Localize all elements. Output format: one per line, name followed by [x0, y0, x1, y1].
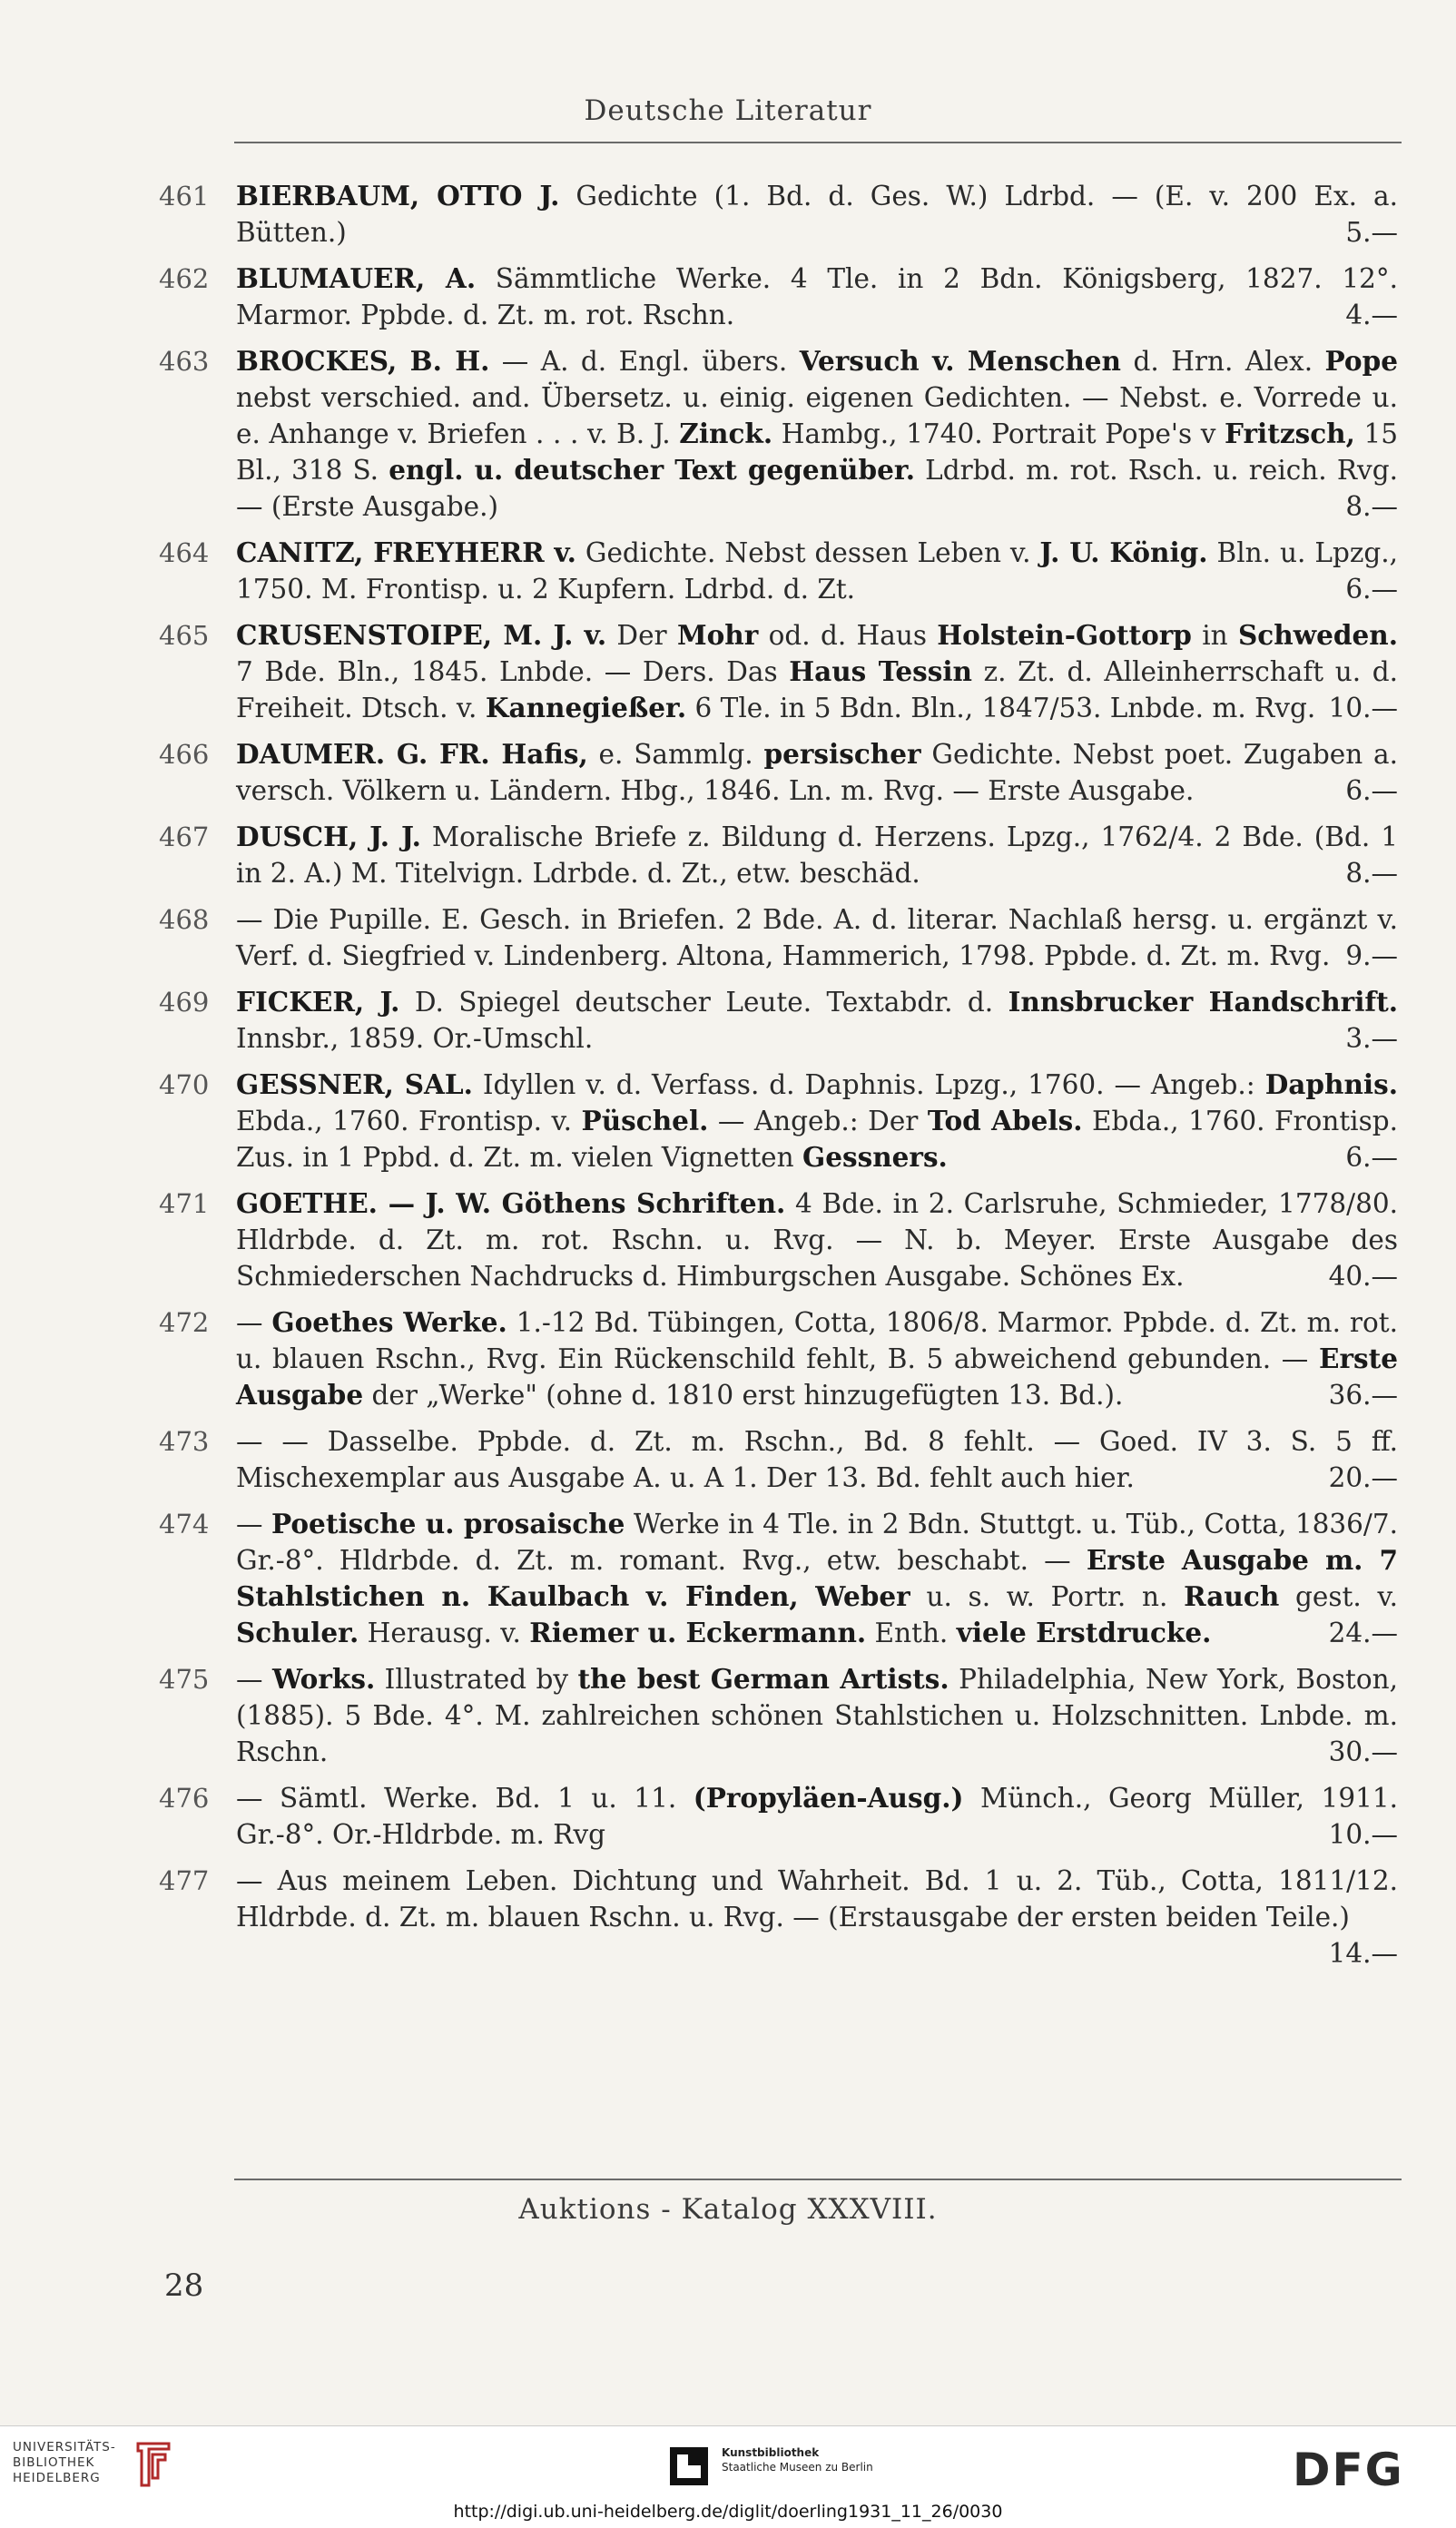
entry-bold-segment: FICKER, J. [236, 986, 400, 1018]
catalog-entry [159, 343, 1398, 525]
entry-number: 463 [159, 346, 210, 377]
university-seal-icon [133, 2438, 174, 2491]
catalog-entry [159, 1067, 1398, 1175]
entry-price: 10.— [1328, 1819, 1398, 1850]
kunstbibliothek-text[interactable] [722, 2445, 873, 2474]
entry-bold-segment: Erste Ausgabe [236, 1343, 1398, 1411]
page-footer: Auktions - Katalog XXXVIII. [518, 2193, 938, 2226]
entry-bold-segment: Rauch [1184, 1580, 1280, 1612]
entry-bold-segment: Mohr [676, 619, 759, 651]
catalog-entry [159, 901, 1398, 974]
entry-bold-segment: Works. [271, 1663, 376, 1695]
entry-bold-segment: Fritzsch, [1225, 418, 1355, 449]
catalog-entry [159, 984, 1398, 1057]
entry-number: 464 [159, 537, 210, 568]
entry-price: 24.— [1328, 1618, 1398, 1648]
entry-segment: Werke in 4 Tle. in 2 Bdn. Stuttgt. u. Tüb., Cotta, 1836/7. Gr.-8°. Hldrbde. d. Zt. m. romant. Rvg., etw. beschabt. — [236, 1509, 1399, 1576]
kb-line1: Kunstbibliothek [722, 2446, 820, 2459]
entry-number: 476 [159, 1783, 210, 1814]
entry-bold-segment: Zinck. [679, 418, 773, 449]
entry-segment: e. Sammlg. [587, 739, 764, 770]
entry-price: 8.— [1345, 491, 1398, 522]
entry-bold-segment: DUSCH, J. J. [236, 821, 421, 852]
entry-bold-segment: CRUSENSTOIPE, M. J. v. [236, 619, 607, 651]
entry-segment: Gedichte. Nebst dessen Leben v. [576, 537, 1040, 568]
entry-bold-segment: BLUMAUER, A. [236, 262, 477, 294]
entry-bold-segment: the best German Artists. [577, 1663, 949, 1695]
header-rule [234, 142, 1402, 143]
entry-segment: Ldrbd. m. rot. Rsch. u. reich. Rvg. — (Erste Ausgabe.) [236, 455, 1398, 522]
entry-segment: — [236, 1307, 272, 1338]
entry-price: 40.— [1328, 1261, 1398, 1292]
entry-segment: Herausg. v. [359, 1618, 530, 1648]
entry-segment: — [236, 1509, 271, 1539]
entry-bold-segment: Schweden. [1238, 619, 1398, 651]
kb-line2: Staatliche Museen zu Berlin [722, 2461, 873, 2474]
entry-number: 474 [159, 1509, 210, 1539]
entry-segment: Illustrated by [375, 1664, 578, 1695]
page-number: 28 [164, 2267, 204, 2304]
entry-segment: Moralische Briefe z. Bildung d. Herzens. Lpzg., 1762/4. 2 Bde. (Bd. 1 in 2. A.) M. Titelvign. Ldrbde. d. Zt., etw. beschäd. [236, 821, 1398, 889]
entry-segment: gest. v. [1279, 1581, 1398, 1612]
entry-segment: Innsbr., 1859. Or.-Umschl. [236, 1023, 594, 1054]
entry-bold-segment: Tod Abels. [927, 1105, 1083, 1136]
footer-rule [234, 2179, 1402, 2180]
entry-text [236, 1423, 1398, 1496]
entry-text [236, 901, 1398, 974]
entry-segment: — Sämtl. Werke. Bd. 1 u. 11. [236, 1783, 694, 1814]
entry-bold-segment: Gessners. [802, 1141, 948, 1173]
entry-segment: Philadelphia, New York, Boston, (1885). 5 Bde. 4°. M. zahlreichen schönen Stahlstichen u. Holzschnitten. Lnbde. m. Rschn. [236, 1664, 1398, 1767]
entry-number: 469 [159, 987, 210, 1018]
university-library-logo[interactable] [13, 2440, 116, 2486]
university-line: BIBLIOTHEK [13, 2455, 95, 2470]
entry-bold-segment: engl. u. deutscher Text gegenüber. [389, 454, 916, 486]
entry-bold-segment: BIERBAUM, OTTO J. [236, 180, 560, 211]
entry-number: 461 [159, 181, 210, 211]
catalog-entry [159, 1185, 1398, 1294]
entry-segment: 1.-12 Bd. Tübingen, Cotta, 1806/8. Marmor. Ppbde. d. Zt. m. rot. u. blauen Rschn., Rvg. Ein Rückenschild fehlt, B. 5 abweichend gebunden. — [236, 1307, 1398, 1374]
entry-bold-segment: Innsbrucker Handschrift. [1008, 986, 1398, 1018]
catalog-entry [159, 1661, 1398, 1770]
entry-price: 10.— [1328, 693, 1398, 723]
entry-segment: Ebda., 1760. Frontisp. Zus. in 1 Ppbd. d. Zt. m. vielen Vignetten [236, 1106, 1399, 1173]
entry-text [236, 178, 1398, 251]
entry-number: 470 [159, 1069, 210, 1100]
entry-text [236, 261, 1398, 333]
entry-segment: 4 Bde. in 2. Carlsruhe, Schmieder, 1778/80. Hldrbde. d. Zt. m. rot. Rschn. u. Rvg. — N. b. Meyer. Erste Ausgabe des Schmiederschen Nachdrucks d. Himburgschen Ausgabe. Schönes Ex. [236, 1188, 1398, 1292]
entry-bold-segment: Erste Ausgabe m. 7 Stahlstichen n. Kaulbach v. Finden, Weber [236, 1544, 1398, 1612]
university-line: UNIVERSITÄTS- [13, 2440, 116, 2454]
catalog-entry [159, 1506, 1398, 1651]
entry-segment: Sämmtliche Werke. 4 Tle. in 2 Bdn. Königsberg, 1827. 12°. Marmor. Ppbde. d. Zt. m. rot. Rschn. [236, 263, 1398, 330]
entry-price: 6.— [1345, 1142, 1398, 1173]
entry-number: 468 [159, 904, 210, 935]
entry-text [236, 343, 1398, 525]
entry-price: 14.— [1328, 1938, 1398, 1969]
entry-price: 6.— [1345, 574, 1398, 605]
catalog-entry [159, 819, 1398, 891]
entry-bold-segment: Schuler. [236, 1617, 359, 1648]
entry-text [236, 1863, 1398, 1972]
entry-text [236, 535, 1398, 607]
entry-number: 471 [159, 1188, 210, 1219]
entry-text [236, 617, 1398, 726]
entry-text [236, 1661, 1398, 1770]
entry-price: 20.— [1328, 1462, 1398, 1493]
entry-segment: — Die Pupille. E. Gesch. in Briefen. 2 Bde. A. d. literar. Nachlaß hersg. u. ergänzt v. Verf. d. Siegfried v. Lindenberg. Altona, Hammerich, 1798. Ppbde. d. Zt. m. Rvg. [236, 904, 1398, 971]
entry-segment: Bln. u. Lpzg., 1750. M. Frontisp. u. 2 Kupfern. Ldrbd. d. Zt. [236, 537, 1399, 605]
entry-bold-segment: (Propyläen-Ausg.) [693, 1782, 964, 1814]
entry-segment: 6 Tle. in 5 Bdn. Bln., 1847/53. Lnbde. m. Rvg. [686, 693, 1316, 723]
entry-text [236, 1506, 1398, 1651]
entry-price: 8.— [1345, 858, 1398, 889]
entry-bold-segment: persischer [763, 738, 921, 770]
entry-text [236, 819, 1398, 891]
catalog-entry [159, 1423, 1398, 1496]
entry-segment: Enth. [866, 1618, 957, 1648]
entry-segment: Ebda., 1760. Frontisp. v. [236, 1106, 582, 1136]
entry-bold-segment: GOETHE. — J. W. Göthens Schriften. [236, 1187, 786, 1219]
entry-segment: — Aus meinem Leben. Dichtung und Wahrheit. Bd. 1 u. 2. Tüb., Cotta, 1811/12. Hldrbde. d. Zt. m. blauen Rschn. u. Rvg. — (Erstausgabe der ersten beiden Teile.) [236, 1865, 1398, 1933]
entry-bold-segment: DAUMER. G. FR. Hafis, [236, 738, 588, 770]
catalog-entry [159, 617, 1398, 726]
entry-number: 475 [159, 1664, 210, 1695]
entry-segment: Hambg., 1740. Portrait Pope's v [772, 418, 1225, 449]
entry-text [236, 1780, 1398, 1853]
entry-text [236, 1185, 1398, 1294]
entry-segment: — [236, 1664, 272, 1695]
catalog-entry [159, 178, 1398, 251]
entry-bold-segment: Kannegießer. [485, 692, 687, 723]
entry-number: 472 [159, 1307, 210, 1338]
entry-segment: — Angeb.: Der [708, 1106, 928, 1136]
entry-segment: z. Zt. d. Alleinherrschaft u. d. Freiheit. Dtsch. v. [236, 656, 1398, 723]
entry-price: 4.— [1345, 300, 1398, 330]
entry-segment: D. Spiegel deutscher Leute. Textabdr. d. [399, 987, 1008, 1018]
entry-segment: — — Dasselbe. Ppbde. d. Zt. m. Rschn., Bd. 8 fehlt. — Goed. IV 3. S. 5 ff. Mischexemplar aus Ausgabe A. u. A 1. Der 13. Bd. fehlt auch hier. [236, 1426, 1398, 1493]
dfg-logo[interactable]: DFG [1293, 2444, 1404, 2496]
entry-bold-segment: Riemer u. Eckermann. [529, 1617, 867, 1648]
university-line: HEIDELBERG [13, 2471, 101, 2485]
catalog-entry [159, 1863, 1398, 1972]
entry-bold-segment: Daphnis. [1264, 1068, 1398, 1100]
entry-segment: 15 Bl., 318 S. [236, 418, 1399, 486]
entry-text [236, 736, 1398, 809]
catalog-entry [159, 1780, 1398, 1853]
entry-segment: in [1191, 620, 1238, 651]
catalog-entry [159, 1304, 1398, 1413]
page-header: Deutsche Literatur [584, 94, 872, 127]
entry-segment: od. d. Haus [758, 620, 938, 651]
entry-price: 36.— [1328, 1380, 1398, 1411]
entry-segment: u. s. w. Portr. n. [910, 1581, 1185, 1612]
catalog-entry [159, 736, 1398, 809]
entry-bold-segment: GESSNER, SAL. [236, 1068, 473, 1100]
entry-price: 9.— [1345, 940, 1398, 971]
entry-segment: Der [606, 620, 677, 651]
entry-bold-segment: Püschel. [581, 1105, 709, 1136]
entry-segment: der „Werke" (ohne d. 1810 erst hinzugefügten 13. Bd.). [363, 1380, 1124, 1411]
entry-segment: d. Hrn. Alex. [1121, 346, 1325, 377]
entry-number: 473 [159, 1426, 210, 1457]
entry-price: 30.— [1328, 1736, 1398, 1767]
entry-price: 5.— [1345, 217, 1398, 248]
entry-segment: Idyllen v. d. Verfass. d. Daphnis. Lpzg., 1760. — Angeb.: [472, 1069, 1265, 1100]
catalog-entry [159, 261, 1398, 333]
entry-bold-segment: Haus Tessin [789, 655, 972, 687]
entry-bold-segment: Poetische u. prosaische [271, 1508, 625, 1539]
entry-segment: 7 Bde. Bln., 1845. Lnbde. — Ders. Das [236, 656, 790, 687]
entry-bold-segment: Pope [1324, 345, 1398, 377]
entry-segment: nebst verschied. and. Übersetz. u. einig. eigenen Gedichten. — Nebst. e. Vorrede u. e. Anhange v. Briefen . . . v. B. J. [236, 382, 1398, 449]
entry-number: 477 [159, 1865, 210, 1896]
entry-number: 465 [159, 620, 210, 651]
entry-segment: Münch., Georg Müller, 1911. Gr.-8°. Or.-Hldrbde. m. Rvg [236, 1783, 1399, 1850]
source-url-link[interactable]: http://digi.ub.uni-heidelberg.de/diglit/doerling1931_11_26/0030 [453, 2502, 1003, 2522]
entry-number: 466 [159, 739, 210, 770]
catalog-entries [159, 178, 1398, 1982]
catalog-entry [159, 535, 1398, 607]
entry-price: 6.— [1345, 775, 1398, 806]
entry-segment: Gedichte. Nebst poet. Zugaben a. versch. Völkern u. Ländern. Hbg., 1846. Ln. m. Rvg. — Erste Ausgabe. [236, 739, 1399, 806]
entry-segment: — A. d. Engl. übers. [489, 346, 800, 377]
entry-text [236, 984, 1398, 1057]
entry-bold-segment: Versuch v. Menschen [799, 345, 1121, 377]
entry-bold-segment: J. U. König. [1039, 536, 1208, 568]
entry-text [236, 1067, 1398, 1175]
entry-bold-segment: Goethes Werke. [271, 1306, 507, 1338]
entry-number: 462 [159, 263, 210, 294]
entry-bold-segment: viele Erstdrucke. [956, 1617, 1212, 1648]
kunstbibliothek-logo-icon [668, 2445, 710, 2487]
entry-price: 3.— [1345, 1023, 1398, 1054]
entry-number: 467 [159, 821, 210, 852]
entry-bold-segment: BROCKES, B. H. [236, 345, 490, 377]
entry-segment: Gedichte (1. Bd. d. Ges. W.) Ldrbd. — (E. v. 200 Ex. a. Bütten.) [236, 181, 1399, 248]
entry-text [236, 1304, 1398, 1413]
entry-bold-segment: CANITZ, FREYHERR v. [236, 536, 576, 568]
entry-bold-segment: Holstein-Gottorp [937, 619, 1192, 651]
